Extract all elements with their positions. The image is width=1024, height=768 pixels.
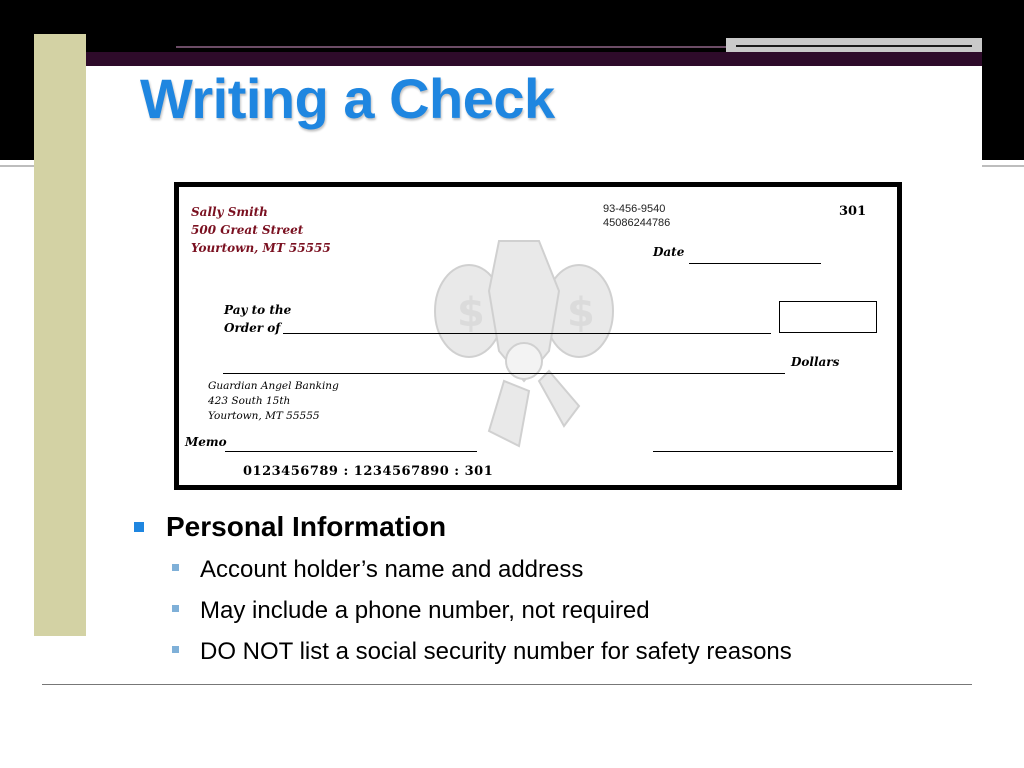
dollars-label: Dollars <box>791 355 840 369</box>
svg-text:$: $ <box>457 290 485 336</box>
payee-label-line2: Order of <box>224 321 281 335</box>
slide-title: Writing a Check <box>140 67 555 130</box>
check-image <box>174 182 902 490</box>
bullet-list <box>130 505 970 672</box>
list-item-text: DO NOT list a social security number for safety reasons <box>200 638 792 665</box>
bank-street: 423 South 15th <box>208 395 291 407</box>
check-number: 301 <box>839 204 867 219</box>
amount-box <box>779 301 877 333</box>
sub-bullet-square-icon <box>172 605 179 612</box>
payee-label <box>224 301 291 337</box>
sub-bullet-square-icon <box>172 646 179 653</box>
account-holder-street: 500 Great Street <box>191 223 304 237</box>
phone-block <box>603 202 670 230</box>
list-item-text: Account holder’s name and address <box>200 556 584 583</box>
left-accent-bar <box>34 34 86 636</box>
list-item-text: May include a phone number, not required <box>200 597 650 624</box>
payee-line <box>283 333 771 334</box>
memo-label: Memo <box>185 435 227 449</box>
bank-block <box>208 379 339 424</box>
signature-line <box>653 451 893 452</box>
phone-number: 93-456-9540 <box>603 203 666 215</box>
header-rule <box>86 52 982 66</box>
bullet-heading <box>130 505 970 549</box>
payee-label-line1: Pay to the <box>224 303 292 317</box>
list-item <box>130 549 970 590</box>
account-holder-block <box>191 203 331 257</box>
svg-text:$: $ <box>567 290 595 336</box>
date-line <box>689 263 821 264</box>
bank-name: Guardian Angel Banking <box>208 380 339 392</box>
memo-line <box>225 451 477 452</box>
account-number-top: 45086244786 <box>603 217 671 229</box>
money-angel-watermark-icon <box>429 231 619 455</box>
written-amount-line <box>223 373 785 374</box>
bottom-divider <box>42 684 972 685</box>
header-rule-line <box>176 46 726 48</box>
account-holder-name: Sally Smith <box>191 205 268 219</box>
bullet-square-icon <box>134 522 144 532</box>
list-item <box>130 631 970 672</box>
bank-city: Yourtown, MT 55555 <box>208 410 320 422</box>
list-item <box>130 590 970 631</box>
micr-line: 0123456789 : 1234567890 : 301 <box>243 464 494 479</box>
bullet-heading-text: Personal Information <box>166 511 447 542</box>
date-label: Date <box>653 245 685 259</box>
sub-bullet-square-icon <box>172 564 179 571</box>
account-holder-city: Yourtown, MT 55555 <box>191 241 331 255</box>
header-gray-bar-line <box>736 45 972 47</box>
